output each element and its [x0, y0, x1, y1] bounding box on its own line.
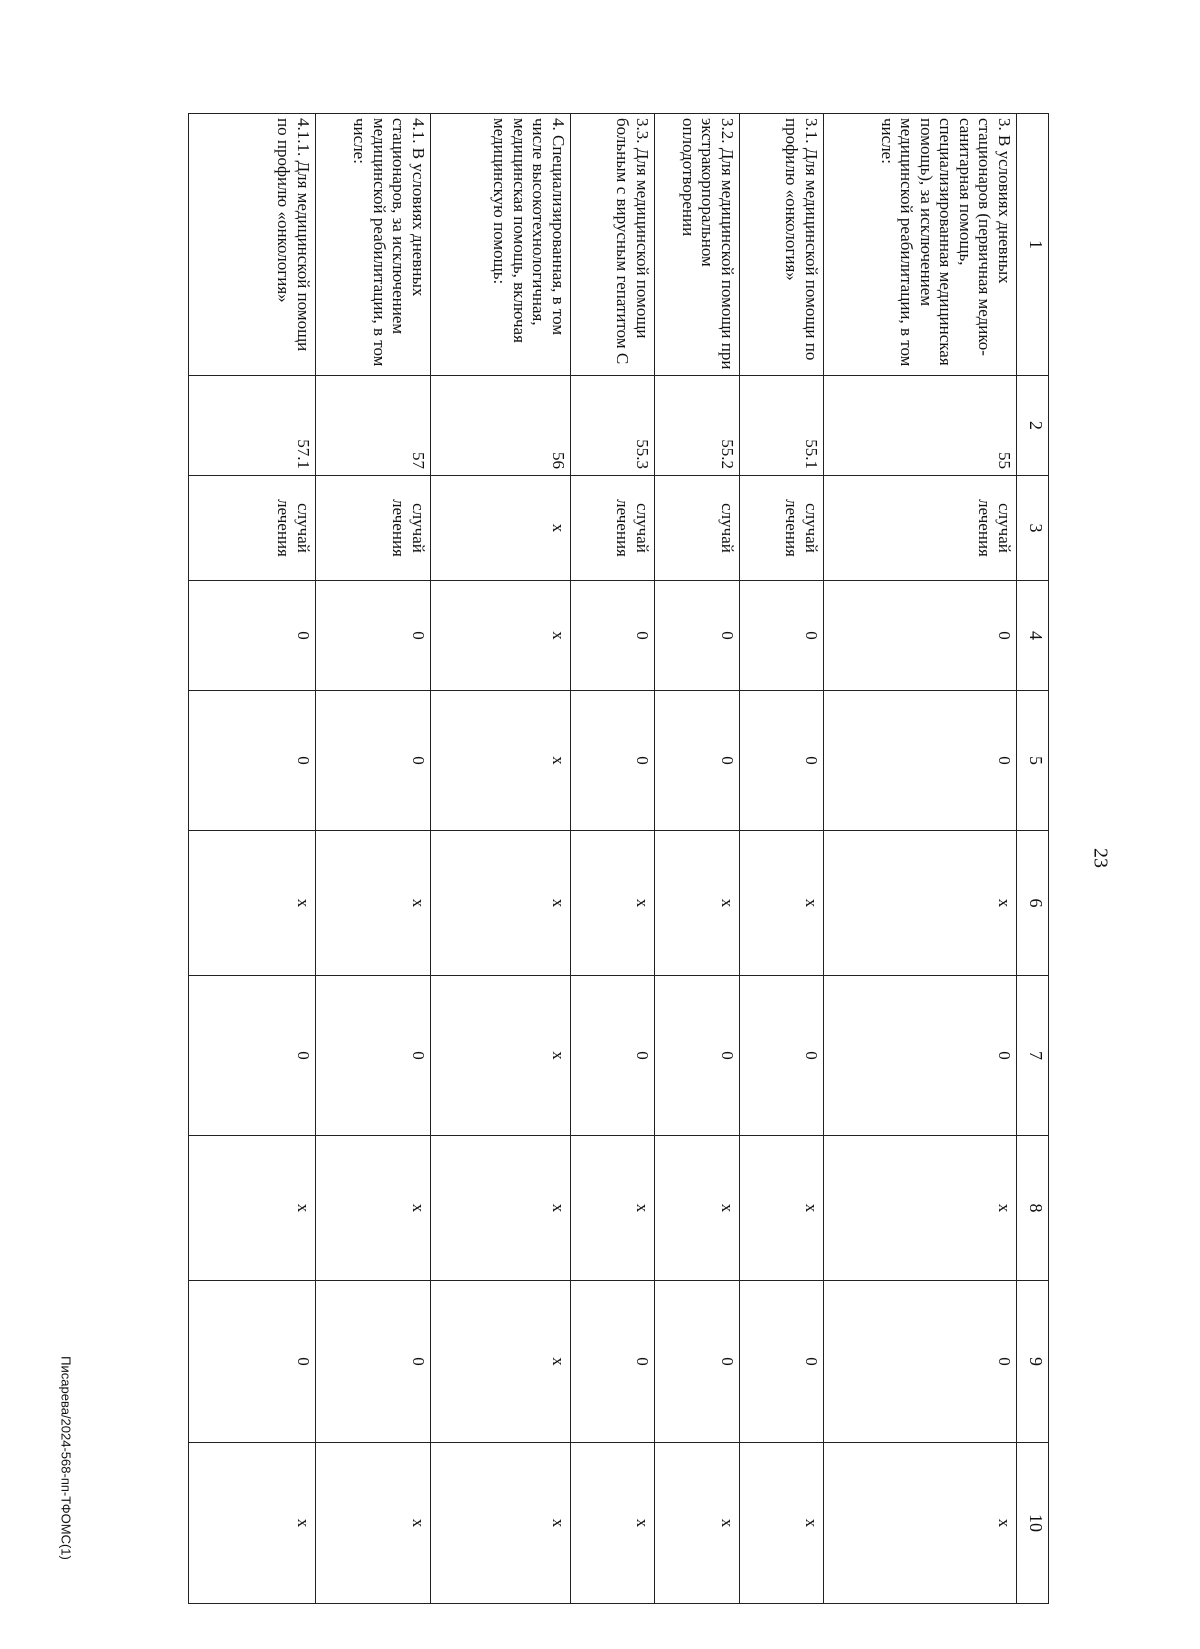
row-cell: 0: [740, 1281, 824, 1443]
data-table: [188, 113, 1049, 1604]
header-cell: 1: [1017, 114, 1049, 376]
row-cell: x: [189, 831, 316, 976]
row-cell: x: [189, 1136, 316, 1281]
row-cell: 0: [740, 691, 824, 831]
row-cell: x: [431, 581, 571, 691]
row-name: 4.1.1. Для медицинской помощи по профилю «онкология»: [189, 114, 316, 376]
header-cell: 6: [1017, 831, 1049, 976]
row-cell: 0: [824, 976, 1017, 1136]
table-row: [571, 114, 655, 1604]
row-cell: x: [740, 1443, 824, 1604]
row-cell: 0: [189, 976, 316, 1136]
row-cell: 0: [571, 581, 655, 691]
row-cell: 0: [316, 691, 431, 831]
document-stamp: Писарева/2024-568-пп-ТФОМС(1): [58, 1356, 74, 1560]
row-cell: 0: [824, 1281, 1017, 1443]
row-cell: x: [431, 831, 571, 976]
row-cell: 0: [740, 976, 824, 1136]
header-cell: 7: [1017, 976, 1049, 1136]
row-cell: x: [431, 1443, 571, 1604]
table-container: [189, 113, 1049, 1603]
row-cell: 0: [189, 1281, 316, 1443]
row-cell: 0: [655, 691, 740, 831]
table-row: [740, 114, 824, 1604]
row-cell: x: [740, 1136, 824, 1281]
row-cell: 0: [571, 976, 655, 1136]
row-cell: 0: [571, 691, 655, 831]
row-cell: x: [189, 1443, 316, 1604]
header-cell: 4: [1017, 581, 1049, 691]
row-cell: 0: [655, 1281, 740, 1443]
row-unit: случай лечения: [571, 476, 655, 581]
row-unit: случай лечения: [824, 476, 1017, 581]
row-cell: x: [316, 1136, 431, 1281]
table-row: [431, 114, 571, 1604]
table-row: [189, 114, 316, 1604]
row-code: 57: [316, 376, 431, 476]
row-name: 4.1. В условиях дневных стационаров, за исключением медицинской реабилитации, в том числе:: [316, 114, 431, 376]
row-cell: 0: [189, 691, 316, 831]
row-cell: 0: [824, 581, 1017, 691]
row-cell: 0: [571, 1281, 655, 1443]
row-code: 56: [431, 376, 571, 476]
row-unit: случай лечения: [189, 476, 316, 581]
row-cell: x: [316, 831, 431, 976]
row-cell: x: [740, 831, 824, 976]
table-row: [316, 114, 431, 1604]
row-code: 55.2: [655, 376, 740, 476]
row-cell: x: [655, 831, 740, 976]
row-code: 57.1: [189, 376, 316, 476]
row-cell: 0: [655, 976, 740, 1136]
header-cell: 5: [1017, 691, 1049, 831]
row-cell: 0: [189, 581, 316, 691]
row-code: 55.3: [571, 376, 655, 476]
row-cell: x: [431, 691, 571, 831]
row-cell: x: [824, 1136, 1017, 1281]
row-cell: x: [824, 1443, 1017, 1604]
row-cell: x: [316, 1443, 431, 1604]
row-unit: случай: [655, 476, 740, 581]
row-cell: x: [824, 831, 1017, 976]
page-number: 23: [1089, 848, 1112, 868]
row-cell: x: [431, 1281, 571, 1443]
header-cell: 8: [1017, 1136, 1049, 1281]
row-cell: x: [655, 1443, 740, 1604]
table-row: [655, 114, 740, 1604]
row-cell: x: [655, 1136, 740, 1281]
row-name: 3. В условиях дневных стационаров (первичная медико-санитарная помощь, специализированная медицинская помощь), за исключением медицинской реабилитации, в том числе:: [824, 114, 1017, 376]
row-cell: 0: [824, 691, 1017, 831]
row-cell: x: [431, 976, 571, 1136]
row-cell: x: [431, 1136, 571, 1281]
table-row: [824, 114, 1017, 1604]
header-cell: 9: [1017, 1281, 1049, 1443]
row-cell: 0: [316, 1281, 431, 1443]
row-code: 55: [824, 376, 1017, 476]
row-cell: 0: [316, 976, 431, 1136]
row-cell: 0: [316, 581, 431, 691]
row-cell: 0: [740, 581, 824, 691]
row-unit: случай лечения: [740, 476, 824, 581]
row-unit: x: [431, 476, 571, 581]
row-name: 4. Специализированная, в том числе высокотехнологичная, медицинская помощь, включая медицинскую помощь:: [431, 114, 571, 376]
header-cell: 10: [1017, 1443, 1049, 1604]
row-name: 3.3. Для медицинской помощи больным с вирусным гепатитом С: [571, 114, 655, 376]
row-cell: x: [571, 1136, 655, 1281]
header-cell: 3: [1017, 476, 1049, 581]
row-cell: 0: [655, 581, 740, 691]
row-code: 55.1: [740, 376, 824, 476]
row-name: 3.2. Для медицинской помощи при экстракорпоральном оплодотворении: [655, 114, 740, 376]
row-unit: случай лечения: [316, 476, 431, 581]
row-cell: x: [571, 831, 655, 976]
header-row: [1017, 114, 1049, 1604]
header-cell: 2: [1017, 376, 1049, 476]
row-cell: x: [571, 1443, 655, 1604]
row-name: 3.1. Для медицинской помощи по профилю «онкология»: [740, 114, 824, 376]
